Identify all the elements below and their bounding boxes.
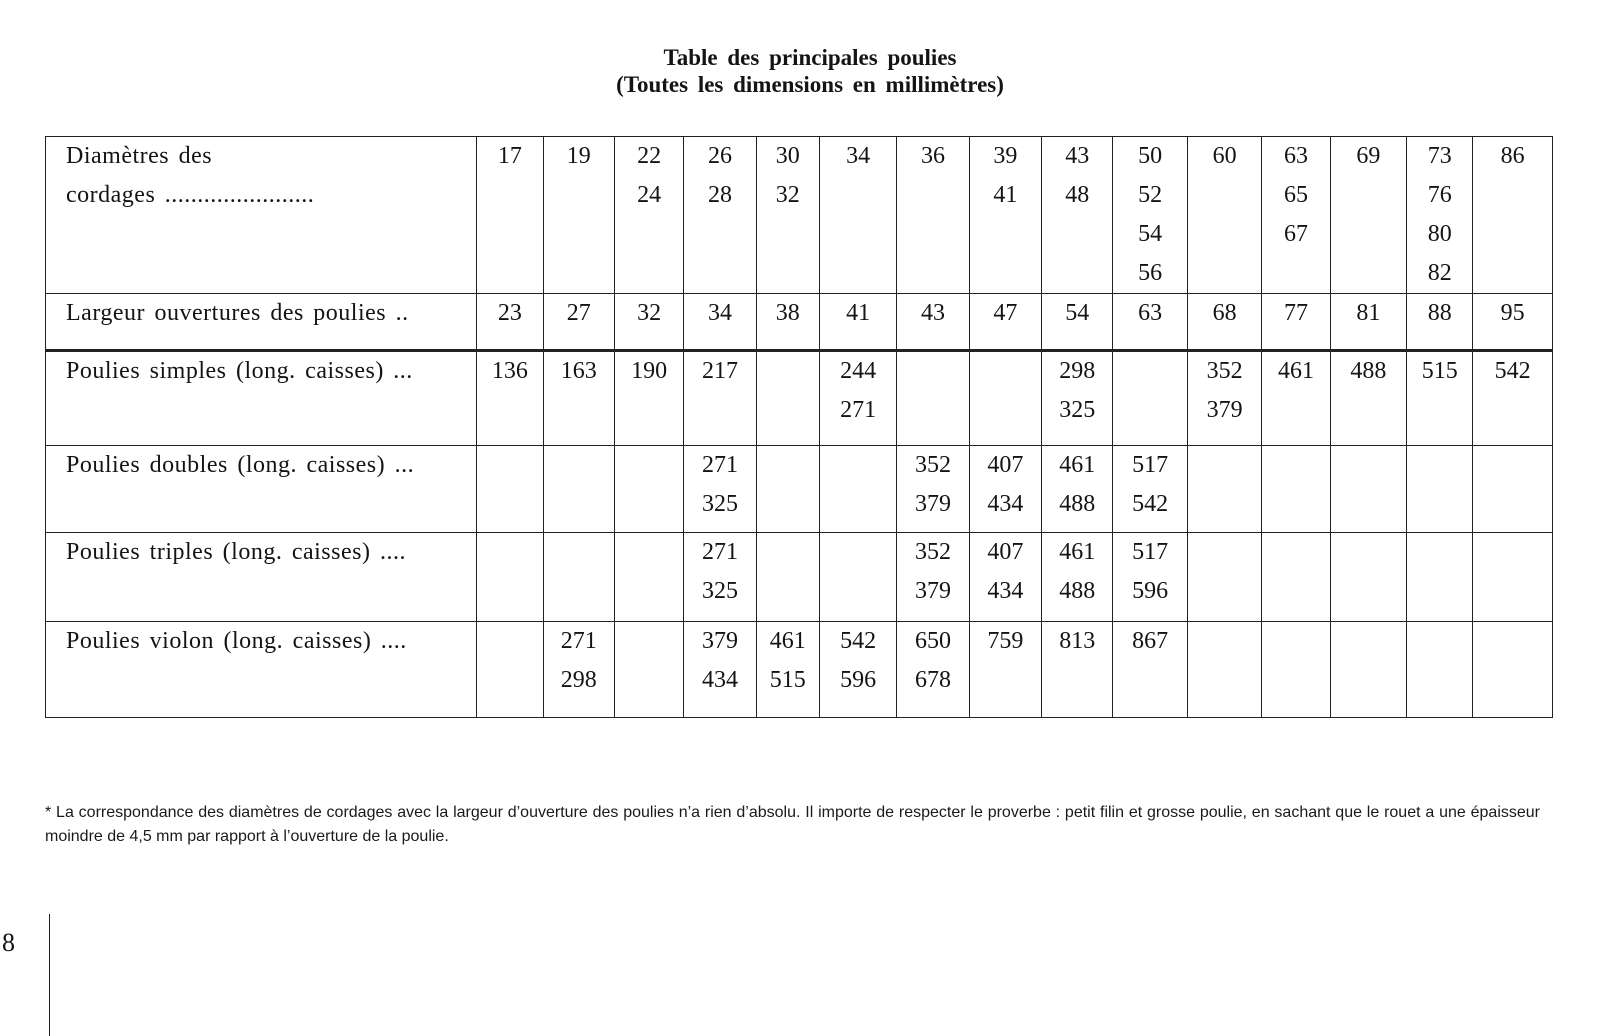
table-cell xyxy=(756,294,819,351)
table-cell xyxy=(897,137,969,294)
cell-value: 379 xyxy=(1206,397,1243,423)
cell-value: 80 xyxy=(1427,221,1452,247)
cell-value: 352 xyxy=(915,539,952,565)
cell-value: 136 xyxy=(491,358,528,384)
cell-value: 32 xyxy=(637,300,662,326)
table-cell xyxy=(756,137,819,294)
table-cell xyxy=(1113,533,1187,622)
table-cell xyxy=(897,533,969,622)
table-cell xyxy=(1407,533,1473,622)
cell-value: 82 xyxy=(1427,260,1452,286)
table-cell xyxy=(819,137,896,294)
table-cell xyxy=(477,446,543,533)
table-cell xyxy=(543,533,614,622)
cell-value: 434 xyxy=(701,667,738,693)
cell-value: 678 xyxy=(915,667,952,693)
table-cell xyxy=(614,533,683,622)
table-cell xyxy=(969,446,1041,533)
table-row-largeur xyxy=(46,294,1553,351)
cell-value: 325 xyxy=(1059,397,1096,423)
row-label-line: Poulies doubles (long. caisses) ... xyxy=(66,452,415,478)
table-cell xyxy=(684,351,756,446)
cell-value: 68 xyxy=(1212,300,1237,326)
table-cell xyxy=(1330,294,1406,351)
cell-value: 379 xyxy=(915,491,952,517)
table-cell xyxy=(543,137,614,294)
table-cell xyxy=(1473,622,1553,718)
table-cell xyxy=(969,351,1041,446)
table-cell xyxy=(1407,622,1473,718)
cell-value: 54 xyxy=(1138,221,1163,247)
row-label-line: Largeur ouvertures des poulies .. xyxy=(66,300,409,326)
cell-value: 30 xyxy=(775,143,800,169)
table-cell xyxy=(1473,294,1553,351)
table-cell xyxy=(1187,446,1261,533)
table-cell xyxy=(1262,622,1330,718)
table-cell xyxy=(614,294,683,351)
table-cell xyxy=(477,351,543,446)
cell-value: 542 xyxy=(840,628,877,654)
cell-value: 69 xyxy=(1356,143,1381,169)
cell-value: 60 xyxy=(1212,143,1237,169)
cell-value: 813 xyxy=(1059,628,1096,654)
table-cell xyxy=(1113,351,1187,446)
title-line-2: (Toutes les dimensions en millimètres) xyxy=(616,72,1004,97)
row-label-violon xyxy=(46,622,477,718)
table-cell xyxy=(1113,137,1187,294)
cell-value: 32 xyxy=(775,182,800,208)
table-cell xyxy=(1042,137,1113,294)
table-cell xyxy=(1187,533,1261,622)
cell-value: 67 xyxy=(1283,221,1308,247)
table-cell xyxy=(684,294,756,351)
cell-value: 407 xyxy=(987,452,1024,478)
cell-value: 488 xyxy=(1059,578,1096,604)
cell-value: 86 xyxy=(1500,143,1525,169)
table-cell xyxy=(819,622,896,718)
table-cell xyxy=(819,294,896,351)
table-cell xyxy=(1407,137,1473,294)
cell-value: 52 xyxy=(1138,182,1163,208)
table-cell xyxy=(1330,533,1406,622)
table-cell xyxy=(756,533,819,622)
table-cell xyxy=(684,533,756,622)
cell-value: 63 xyxy=(1138,300,1163,326)
cell-value: 39 xyxy=(993,143,1018,169)
cell-value: 271 xyxy=(840,397,877,423)
table-cell xyxy=(1187,294,1261,351)
table-cell xyxy=(897,351,969,446)
table-cell xyxy=(543,294,614,351)
table-cell xyxy=(1042,294,1113,351)
table-cell xyxy=(897,294,969,351)
row-label-line: Poulies violon (long. caisses) .... xyxy=(66,628,407,654)
cell-value: 596 xyxy=(840,667,877,693)
cell-value: 488 xyxy=(1059,491,1096,517)
table-cell xyxy=(1113,622,1187,718)
table-cell xyxy=(1042,533,1113,622)
cell-value: 23 xyxy=(497,300,522,326)
cell-value: 48 xyxy=(1065,182,1090,208)
cell-value: 244 xyxy=(840,358,877,384)
table-cell xyxy=(969,622,1041,718)
table-cell xyxy=(969,137,1041,294)
cell-value: 36 xyxy=(921,143,946,169)
cell-value: 379 xyxy=(915,578,952,604)
title-line-1: Table des principales poulies xyxy=(663,45,957,70)
table-cell xyxy=(1262,446,1330,533)
table-cell xyxy=(1407,446,1473,533)
cell-value: 43 xyxy=(921,300,946,326)
cell-value: 461 xyxy=(769,628,806,654)
pulley-table xyxy=(45,136,1553,718)
table-cell xyxy=(1473,533,1553,622)
table-cell xyxy=(1042,446,1113,533)
cell-value: 24 xyxy=(637,182,662,208)
cell-value: 54 xyxy=(1065,300,1090,326)
table-cell xyxy=(897,622,969,718)
cell-value: 325 xyxy=(701,491,738,517)
table-cell xyxy=(1473,351,1553,446)
table-cell xyxy=(1262,533,1330,622)
cell-value: 77 xyxy=(1283,300,1308,326)
cell-value: 41 xyxy=(846,300,871,326)
cell-value: 19 xyxy=(566,143,591,169)
table-cell xyxy=(684,446,756,533)
cell-value: 325 xyxy=(701,578,738,604)
table-cell xyxy=(756,446,819,533)
cell-value: 542 xyxy=(1494,358,1531,384)
cell-value: 434 xyxy=(987,578,1024,604)
table-cell xyxy=(477,294,543,351)
table-row-diametres xyxy=(46,137,1553,294)
row-label-diametres xyxy=(46,137,477,294)
cell-value: 38 xyxy=(775,300,800,326)
row-label-line: cordages ....................... xyxy=(66,182,315,208)
cell-value: 47 xyxy=(993,300,1018,326)
table-cell xyxy=(1330,622,1406,718)
pulley-table-body xyxy=(46,137,1553,718)
table-cell xyxy=(1262,137,1330,294)
table-cell xyxy=(1330,446,1406,533)
cell-value: 88 xyxy=(1427,300,1452,326)
cell-value: 407 xyxy=(987,539,1024,565)
table-cell xyxy=(1262,351,1330,446)
table-row-violon xyxy=(46,622,1553,718)
cell-value: 271 xyxy=(701,539,738,565)
cell-value: 515 xyxy=(769,667,806,693)
table-cell xyxy=(614,622,683,718)
table-cell xyxy=(969,533,1041,622)
table-cell xyxy=(1042,351,1113,446)
table-cell xyxy=(1262,294,1330,351)
table-row-simples xyxy=(46,351,1553,446)
cell-value: 352 xyxy=(1206,358,1243,384)
cell-value: 73 xyxy=(1427,143,1452,169)
row-label-largeur xyxy=(46,294,477,351)
cell-value: 271 xyxy=(701,452,738,478)
cell-value: 43 xyxy=(1065,143,1090,169)
cell-value: 76 xyxy=(1427,182,1452,208)
cell-value: 298 xyxy=(1059,358,1096,384)
table-cell xyxy=(756,351,819,446)
cell-value: 28 xyxy=(707,182,732,208)
table-cell xyxy=(614,137,683,294)
cell-value: 542 xyxy=(1132,491,1169,517)
cell-value: 271 xyxy=(560,628,597,654)
table-cell xyxy=(684,137,756,294)
table-cell xyxy=(1187,351,1261,446)
table-cell xyxy=(819,533,896,622)
cell-value: 434 xyxy=(987,491,1024,517)
cell-value: 163 xyxy=(560,358,597,384)
cell-value: 34 xyxy=(707,300,732,326)
table-cell xyxy=(897,446,969,533)
table-cell xyxy=(1407,351,1473,446)
table-cell xyxy=(969,294,1041,351)
row-label-line: Poulies triples (long. caisses) .... xyxy=(66,539,406,565)
table-cell xyxy=(1113,294,1187,351)
cell-value: 190 xyxy=(631,358,668,384)
cell-value: 34 xyxy=(846,143,871,169)
cell-value: 867 xyxy=(1132,628,1169,654)
cell-value: 22 xyxy=(637,143,662,169)
cell-value: 217 xyxy=(701,358,738,384)
table-cell xyxy=(1042,622,1113,718)
row-label-line: Diamètres des xyxy=(66,143,213,169)
row-label-triples xyxy=(46,533,477,622)
row-label-doubles xyxy=(46,446,477,533)
table-cell xyxy=(1187,622,1261,718)
cell-value: 379 xyxy=(701,628,738,654)
table-cell xyxy=(614,351,683,446)
cell-value: 65 xyxy=(1283,182,1308,208)
footnote: * La correspondance des diamètres de cordages avec la largeur d’ouverture des poulies n’a rien d’absolu. Il importe de respecter le proverbe : petit filin et grosse poulie, en sachant que le rouet a une épaisseur moindre de 4,5 mm par rapport à l’ouverture de la poulie. xyxy=(45,804,1540,845)
cell-value: 461 xyxy=(1059,539,1096,565)
table-cell xyxy=(477,137,543,294)
page-number: 8 xyxy=(2,928,15,957)
table-cell xyxy=(819,351,896,446)
table-cell xyxy=(543,622,614,718)
table-cell xyxy=(1473,137,1553,294)
table-cell xyxy=(543,351,614,446)
cell-value: 56 xyxy=(1138,260,1163,286)
table-cell xyxy=(477,533,543,622)
cell-value: 461 xyxy=(1059,452,1096,478)
cell-value: 517 xyxy=(1132,452,1169,478)
table-cell xyxy=(1330,351,1406,446)
cell-value: 26 xyxy=(707,143,732,169)
cell-value: 81 xyxy=(1356,300,1381,326)
table-title xyxy=(0,44,1600,98)
table-cell xyxy=(756,622,819,718)
cell-value: 461 xyxy=(1277,358,1314,384)
cell-value: 27 xyxy=(566,300,591,326)
cell-value: 50 xyxy=(1138,143,1163,169)
row-label-line: Poulies simples (long. caisses) ... xyxy=(66,358,413,384)
row-label-simples xyxy=(46,351,477,446)
margin-rule xyxy=(49,914,50,1036)
table-row-triples xyxy=(46,533,1553,622)
cell-value: 95 xyxy=(1500,300,1525,326)
cell-value: 352 xyxy=(915,452,952,478)
table-row-doubles xyxy=(46,446,1553,533)
cell-value: 41 xyxy=(993,182,1018,208)
table-cell xyxy=(1473,446,1553,533)
table-cell xyxy=(819,446,896,533)
table-cell xyxy=(614,446,683,533)
cell-value: 517 xyxy=(1132,539,1169,565)
cell-value: 298 xyxy=(560,667,597,693)
table-cell xyxy=(1330,137,1406,294)
cell-value: 759 xyxy=(987,628,1024,654)
cell-value: 488 xyxy=(1350,358,1387,384)
cell-value: 63 xyxy=(1283,143,1308,169)
cell-value: 596 xyxy=(1132,578,1169,604)
table-cell xyxy=(543,446,614,533)
table-cell xyxy=(684,622,756,718)
table-cell xyxy=(477,622,543,718)
table-cell xyxy=(1187,137,1261,294)
cell-value: 515 xyxy=(1421,358,1458,384)
cell-value: 17 xyxy=(497,143,522,169)
table-cell xyxy=(1113,446,1187,533)
cell-value: 650 xyxy=(915,628,952,654)
table-cell xyxy=(1407,294,1473,351)
